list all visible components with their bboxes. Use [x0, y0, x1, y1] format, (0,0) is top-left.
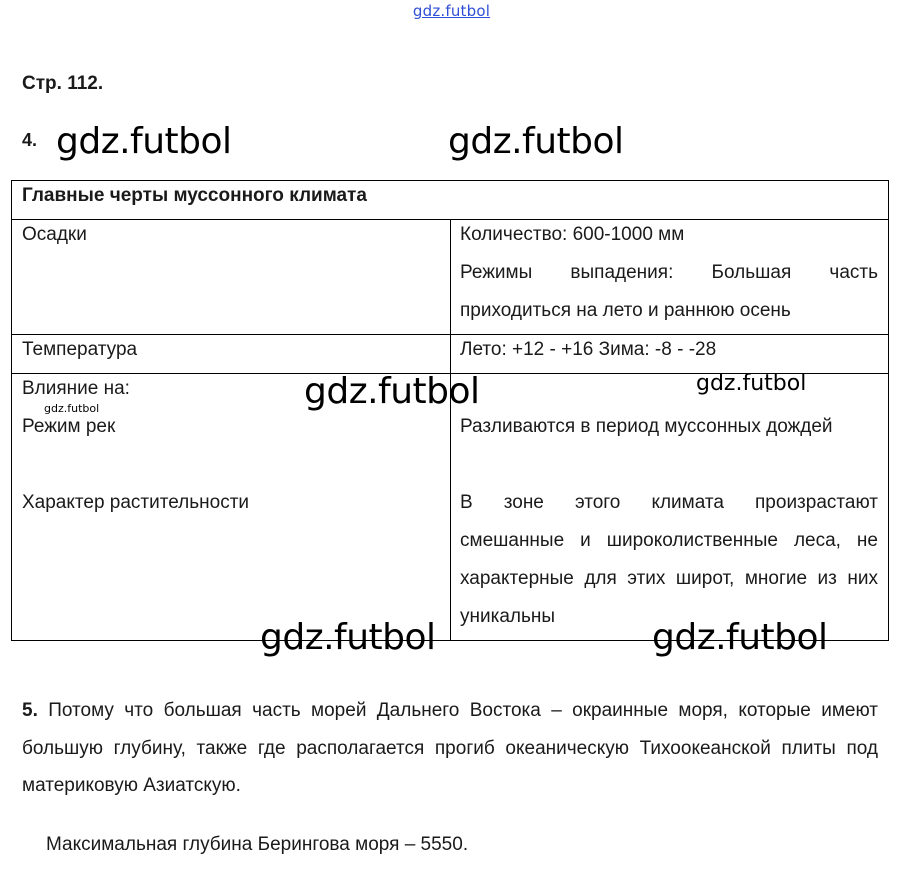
- watermark-large: gdz.futbol: [304, 371, 480, 412]
- row-precipitation-label: Осадки: [22, 224, 87, 245]
- task-5-answer: [22, 692, 878, 805]
- watermark-small: gdz.futbol: [44, 402, 100, 415]
- watermark-large: gdz.futbol: [652, 617, 828, 658]
- row-temperature-label: Температура: [22, 339, 138, 360]
- bering-sea-depth: Максимальная глубина Берингова моря – 5550.: [46, 834, 469, 855]
- watermark-top: gdz.futbol: [412, 2, 491, 20]
- watermark-medium: gdz.futbol: [696, 371, 807, 396]
- task-5-number: 5.: [22, 700, 38, 721]
- row-rivers-label: Режим рек: [22, 416, 116, 437]
- table-title: Главные черты муссонного климата: [22, 185, 367, 206]
- watermark-large: gdz.futbol: [260, 617, 436, 658]
- watermark-large: gdz.futbol: [448, 121, 624, 162]
- task-5-text: Потому что большая часть морей Дальнего Востока – окраинные моря, которые имеют большую глубину, также где располагается прогиб океаническую Тихоокеанской плиты под материковую Азиатскую.: [22, 700, 879, 796]
- row-precipitation-amount: Количество: 600-1000 мм: [460, 224, 685, 245]
- row-precipitation-regime: Режимы выпадения: Большая часть приходиться на лето и раннюю осень: [460, 262, 878, 321]
- row-rivers-value: Разливаются в период муссонных дождей: [460, 416, 833, 437]
- row-vegetation-label: Характер растительности: [22, 492, 250, 513]
- row-vegetation-value: В зоне этого климата произрастают смешанные и широколиственные леса, не характерные для этих широт, многие из них уникальны: [460, 492, 878, 627]
- row-influence-label: Влияние на:: [22, 378, 130, 399]
- watermark-large: gdz.futbol: [56, 121, 232, 162]
- task-4-number: 4.: [22, 130, 38, 150]
- row-temperature-value: Лето: +12 - +16 Зима: -8 - -28: [460, 339, 717, 360]
- page-number: Стр. 112.: [22, 73, 104, 94]
